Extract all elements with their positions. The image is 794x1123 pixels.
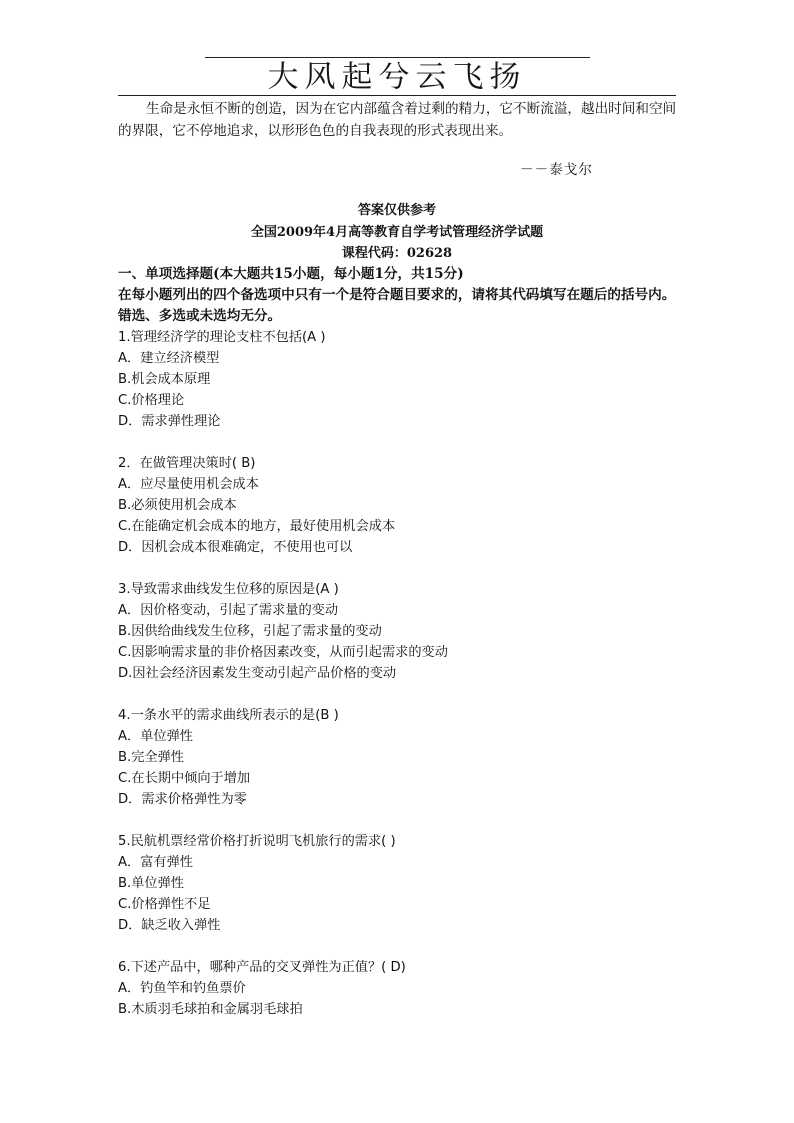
answer-option: A．钓鱼竿和钓鱼票价 [118, 981, 246, 996]
answer-option: B.因供给曲线发生位移，引起了需求量的变动 [118, 624, 382, 639]
answer-option: B.木质羽毛球拍和金属羽毛球拍 [118, 1002, 303, 1017]
answer-option: B.单位弹性 [118, 876, 184, 891]
question-stem: 5.民航机票经常价格打折说明飞机旅行的需求( ) [118, 834, 396, 849]
question-block [118, 705, 688, 810]
question-stem: 6.下述产品中，哪种产品的交叉弹性为正值？( D) [118, 960, 406, 975]
answer-option: A．单位弹性 [118, 729, 193, 744]
header-rule-bottom [118, 95, 676, 96]
question-stem: 4.一条水平的需求曲线所表示的是(B ) [118, 708, 339, 723]
answer-option: B.必须使用机会成本 [118, 498, 237, 513]
banner-calligraphy: 大风起兮云飞扬 [267, 59, 527, 95]
question-block [118, 579, 688, 684]
answer-note: 答案仅供参考 [357, 203, 436, 218]
answer-option: C.在长期中倾向于增加 [118, 771, 251, 786]
question-spacer [118, 432, 688, 453]
exam-title: 全国2009年4月高等教育自学考试管理经济学试题 [250, 225, 544, 240]
question-block [118, 327, 688, 432]
question-block [118, 957, 688, 1020]
answer-option: A．应尽量使用机会成本 [118, 477, 259, 492]
question-stem: 3.导致需求曲线发生位移的原因是(A ) [118, 582, 339, 597]
question-block [118, 453, 688, 558]
question-stem: 1.管理经济学的理论支柱不包括(A ) [118, 330, 326, 345]
answer-option: D．缺乏收入弹性 [118, 918, 221, 933]
answer-option: D.因社会经济因素发生变动引起产品价格的变动 [118, 666, 397, 681]
quote-author: －－泰戈尔 [520, 162, 593, 178]
quote-text: 生命是永恒不断的创造，因为在它内部蕴含着过剩的精力，它不断流溢，越出时间和空间的界限，它不停地追求，以形形色色的自我表现的形式表现出来。 [118, 101, 677, 139]
answer-option: C.价格理论 [118, 393, 185, 408]
answer-option: C.价格弹性不足 [118, 897, 211, 912]
question-spacer [118, 810, 688, 831]
question-block [118, 831, 688, 936]
question-spacer [118, 558, 688, 579]
answer-option: A．富有弹性 [118, 855, 193, 870]
question-stem: 2．在做管理决策时( B) [118, 456, 256, 471]
section-title: 一、单项选择题(本大题共15小题，每小题1分，共15分) [118, 266, 464, 282]
answer-option: D．因机会成本很难确定，不使用也可以 [118, 540, 353, 555]
answer-option: D．需求弹性理论 [118, 414, 221, 429]
answer-option: C.因影响需求量的非价格因素改变，从而引起需求的变动 [118, 645, 448, 660]
answer-option: C.在能确定机会成本的地方，最好使用机会成本 [118, 519, 396, 534]
answer-option: A．因价格变动，引起了需求量的变动 [118, 603, 339, 618]
question-list [118, 327, 688, 1020]
answer-option: D．需求价格弹性为零 [118, 792, 247, 807]
question-spacer [118, 936, 688, 957]
answer-option: B.完全弹性 [118, 750, 184, 765]
answer-option: B.机会成本原理 [118, 372, 211, 387]
question-spacer [118, 684, 688, 705]
answer-option: A．建立经济模型 [118, 351, 220, 366]
section-instructions: 在每小题列出的四个备选项中只有一个是符合题目要求的，请将其代码填写在题后的括号内。错选、多选或未选均无分。 [118, 287, 676, 324]
course-code: 课程代码：02628 [341, 246, 453, 261]
